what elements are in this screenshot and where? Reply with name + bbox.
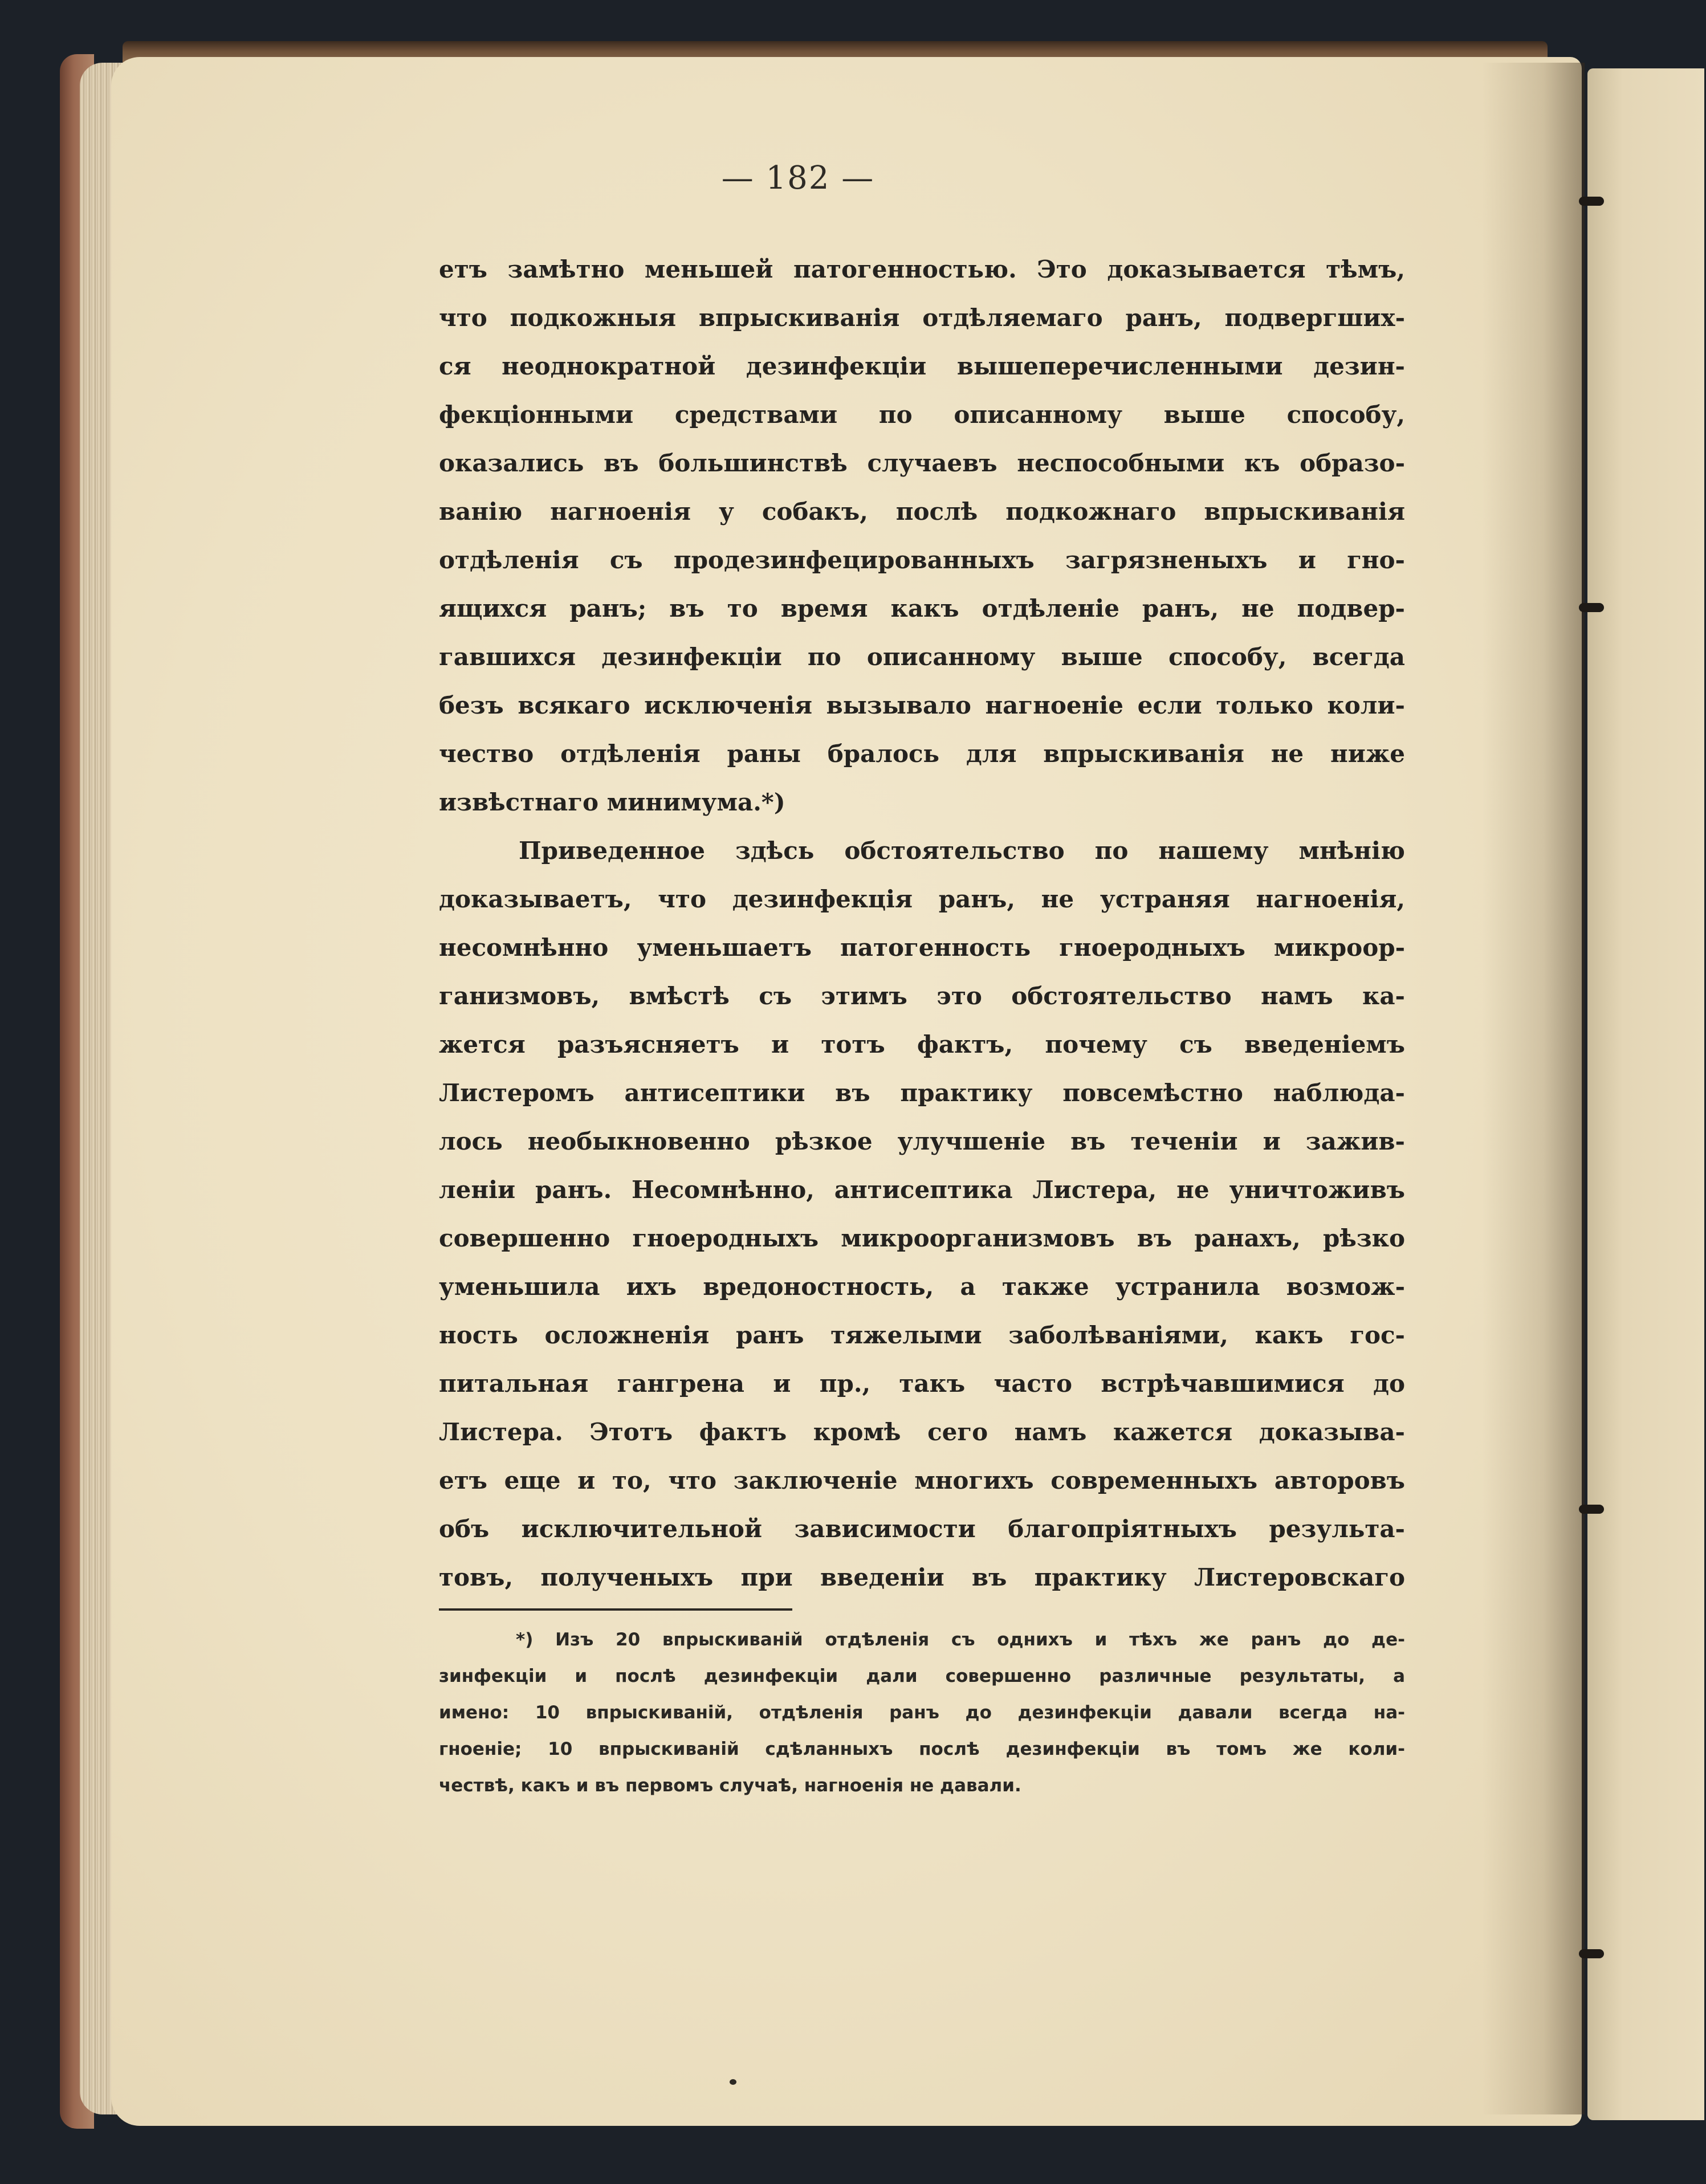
text-line: товъ, полученыхъ при введеніи въ практику Листеровскаго	[439, 1563, 1405, 1591]
text-line: фекціонными средствами по описанному выше способу,	[439, 401, 1405, 429]
text-line: объ исключительной зависимости благопріятныхъ результа-	[439, 1515, 1405, 1543]
facing-page-edge	[1587, 68, 1704, 2120]
text-line: доказываетъ, что дезинфекція ранъ, не устраняя нагноенія,	[439, 885, 1405, 913]
binding-stitch	[1579, 197, 1604, 206]
page-number: — 182 —	[721, 160, 875, 197]
footnote-line: имено: 10 впрыскиваній, отдѣленія ранъ до дезинфекціи давали всегда на-	[439, 1702, 1405, 1723]
binding-stitch	[1579, 1949, 1604, 1958]
text-line: несомнѣнно уменьшаетъ патогенность гноеродныхъ микроор-	[439, 934, 1405, 961]
text-line: уменьшила ихъ вредоностность, а также устранила возмож-	[439, 1273, 1405, 1301]
footnote-line: *) Изъ 20 впрыскиваній отдѣленія съ однихъ и тѣхъ же ранъ до де-	[516, 1629, 1405, 1650]
text-line: лось необыкновенно рѣзкое улучшеніе въ теченіи и зажив-	[439, 1127, 1405, 1155]
text-line: жется разъясняетъ и тотъ фактъ, почему съ введеніемъ	[439, 1030, 1405, 1058]
text-line: гавшихся дезинфекціи по описанному выше способу, всегда	[439, 643, 1405, 671]
text-line: ганизмовъ, вмѣстѣ съ этимъ это обстоятельство намъ ка-	[439, 982, 1405, 1010]
body-text	[439, 245, 1405, 1602]
text-line: етъ еще и то, что заключеніе многихъ современныхъ авторовъ	[439, 1466, 1405, 1494]
text-line: совершенно гноеродныхъ микроорганизмовъ въ ранахъ, рѣзко	[439, 1224, 1405, 1252]
gutter-shadow	[1482, 63, 1585, 2114]
text-line: Листеромъ антисептики въ практику повсемѣстно наблюда-	[439, 1079, 1405, 1107]
text-line: что подкожныя впрыскиванія отдѣляемаго ранъ, подвергших-	[439, 304, 1405, 332]
footnote-line: чествѣ, какъ и въ первомъ случаѣ, нагноенія не давали.	[439, 1775, 1021, 1796]
text-line: питальная гангрена и пр., такъ часто встрѣчавшимися до	[439, 1370, 1405, 1397]
text-line: отдѣленія съ продезинфецированныхъ загрязненыхъ и гно-	[439, 546, 1405, 574]
footnote-line: гноеніе; 10 впрыскиваній сдѣланныхъ послѣ дезинфекціи въ томъ же коли-	[439, 1739, 1405, 1759]
text-line: безъ всякаго исключенія вызывало нагноеніе если только коли-	[439, 691, 1405, 719]
text-line: ванію нагноенія у собакъ, послѣ подкожнаго впрыскиванія	[439, 498, 1405, 525]
text-line: ность осложненія ранъ тяжелыми заболѣваніями, какъ гос-	[439, 1321, 1405, 1349]
text-line: ящихся ранъ; въ то время какъ отдѣленіе ранъ, не подвер-	[439, 594, 1405, 622]
text-line: леніи ранъ. Несомнѣнно, антисептика Листера, не уничтоживъ	[439, 1176, 1405, 1204]
text-line: етъ замѣтно меньшей патогенностью. Это доказывается тѣмъ,	[439, 255, 1405, 283]
footnote	[439, 1621, 1405, 1804]
ink-mark	[730, 2079, 736, 2085]
footnote-divider	[439, 1608, 792, 1611]
footnote-line: зинфекціи и послѣ дезинфекціи дали совершенно различные результаты, а	[439, 1666, 1405, 1686]
binding-stitch	[1579, 603, 1604, 612]
text-line: Листера. Этотъ фактъ кромѣ сего намъ кажется доказыва-	[439, 1418, 1405, 1446]
paragraph-start-line: Приведенное здѣсь обстоятельство по нашему мнѣнію	[519, 837, 1405, 865]
text-line: чество отдѣленія раны бралось для впрыскиванія не ниже	[439, 740, 1405, 768]
binding-stitch	[1579, 1505, 1604, 1514]
text-line: ся неоднократной дезинфекціи вышеперечисленными дезин-	[439, 352, 1405, 380]
text-line: извѣстнаго минимума.*)	[439, 788, 785, 816]
text-line: оказались въ большинствѣ случаевъ неспособными къ образо-	[439, 449, 1405, 477]
